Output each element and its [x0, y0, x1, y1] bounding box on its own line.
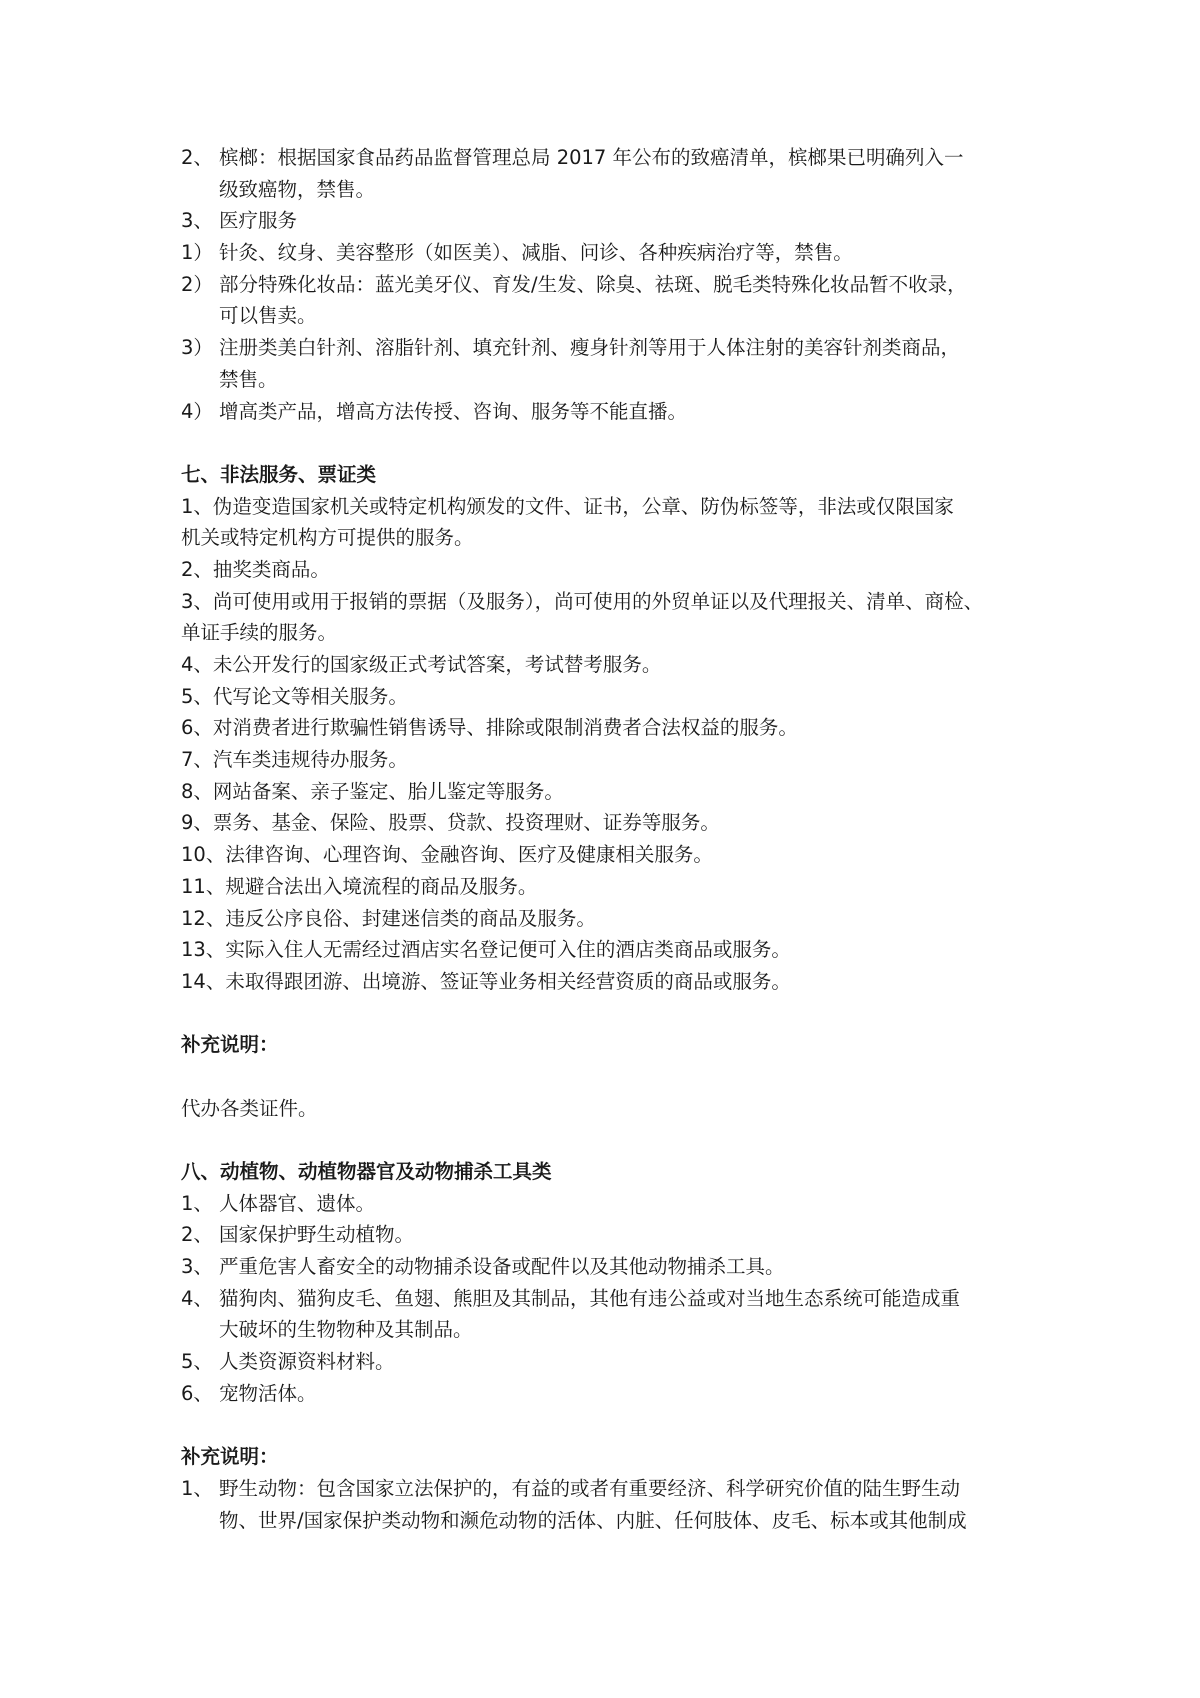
note-text: 代办各类证件。 [181, 1096, 318, 1120]
spacer [181, 1124, 1031, 1156]
item-text: 猫狗肉、猫狗皮毛、鱼翅、熊胆及其制品，其他有违公益或对当地生态系统可能造成重 [219, 1286, 961, 1310]
item-continuation: 机关或特定机构方可提供的服务。 [181, 526, 474, 550]
list-item [181, 396, 1031, 428]
item-text: 增高类产品，增高方法传授、咨询、服务等不能直播。 [219, 399, 688, 423]
item-marker: 2） [181, 272, 213, 296]
item-text: 人体器官、遗体。 [219, 1191, 376, 1215]
list-item [181, 332, 1031, 364]
item-marker: 3） [181, 336, 213, 360]
item-text: 医疗服务 [219, 209, 298, 233]
item-marker: 1） [181, 241, 213, 265]
list-item [181, 269, 1031, 301]
item-marker: 1、 [181, 1476, 213, 1500]
list-item [181, 142, 1031, 174]
item-text: 宠物活体。 [219, 1381, 317, 1405]
item-marker: 3、 [181, 1255, 213, 1279]
item-marker: 5、 [181, 1350, 213, 1374]
item-text: 国家保护野生动植物。 [219, 1223, 415, 1247]
list-item [181, 1188, 1031, 1220]
list-item [181, 1378, 1031, 1410]
list-item [181, 205, 1031, 237]
spacer [181, 1061, 1031, 1093]
item-text: 槟榔：根据国家食品药品监督管理总局 2017 年公布的致癌清单，槟榔果已明确列入一 [219, 146, 964, 169]
item-continuation: 大破坏的生物物种及其制品。 [219, 1318, 473, 1342]
list-item: 3、尚可使用或用于报销的票据（及服务），尚可使用的外贸单证以及代理报关、清单、商检、 [181, 589, 984, 613]
section-heading: 八、动植物、动植物器官及动物捕杀工具类 [181, 1160, 552, 1183]
item-text: 部分特殊化妆品：蓝光美牙仪、育发/生发、除臭、祛斑、脱毛类特殊化妆品暂不收录， [219, 272, 967, 296]
spacer [181, 998, 1031, 1030]
list-item: 4、未公开发行的国家级正式考试答案，考试替考服务。 [181, 653, 662, 676]
list-item [181, 1473, 1031, 1505]
spacer [181, 1410, 1031, 1442]
list-item: 1、伪造变造国家机关或特定机构颁发的文件、证书，公章、防伪标签等，非法或仅限国家 [181, 494, 954, 518]
item-text: 针灸、纹身、美容整形（如医美）、减脂、问诊、各种疾病治疗等，禁售。 [219, 241, 853, 265]
note-heading: 补充说明： [181, 1445, 279, 1469]
list-item: 6、对消费者进行欺骗性销售诱导、排除或限制消费者合法权益的服务。 [181, 716, 798, 740]
item-marker: 4、 [181, 1286, 213, 1310]
item-marker: 2、 [181, 1223, 213, 1247]
item-marker: 4） [181, 399, 213, 423]
item-marker: 1、 [181, 1191, 213, 1215]
item-continuation: 可以售卖。 [219, 304, 317, 328]
item-continuation: 物、世界/国家保护类动物和濒危动物的活体、内脏、任何肢体、皮毛、标本或其他制成 [219, 1508, 967, 1532]
item-marker: 6、 [181, 1381, 213, 1405]
list-item: 14、未取得跟团游、出境游、签证等业务相关经营资质的商品或服务。 [181, 969, 791, 993]
sec6-list [181, 142, 1031, 427]
item-text: 野生动物：包含国家立法保护的，有益的或者有重要经济、科学研究价值的陆生野生动 [219, 1476, 961, 1500]
item-text: 人类资源资料材料。 [219, 1350, 395, 1374]
list-item: 11、规避合法出入境流程的商品及服务。 [181, 874, 538, 898]
list-item: 12、违反公序良俗、封建迷信类的商品及服务。 [181, 906, 596, 930]
list-item: 2、抽奖类商品。 [181, 557, 330, 581]
list-item: 9、票务、基金、保险、股票、贷款、投资理财、证券等服务。 [181, 811, 720, 835]
list-item: 13、实际入住人无需经过酒店实名登记便可入住的酒店类商品或服务。 [181, 938, 791, 962]
list-item [181, 1346, 1031, 1378]
item-continuation: 禁售。 [219, 367, 278, 391]
item-marker: 2、 [181, 146, 213, 169]
item-continuation: 级致癌物，禁售。 [219, 177, 376, 201]
item-text: 注册类美白针剂、溶脂针剂、填充针剂、瘦身针剂等用于人体注射的美容针剂类商品， [219, 336, 961, 360]
list-item [181, 1251, 1031, 1283]
item-continuation: 单证手续的服务。 [181, 621, 338, 645]
list-item: 8、网站备案、亲子鉴定、胎儿鉴定等服务。 [181, 779, 564, 803]
list-item [181, 237, 1031, 269]
spacer [181, 427, 1031, 459]
section-heading: 七、非法服务、票证类 [181, 462, 377, 486]
note-heading: 补充说明： [181, 1033, 279, 1057]
sec7-list [181, 491, 1031, 998]
list-item: 7、汽车类违规待办服务。 [181, 748, 408, 772]
list-item [181, 1219, 1031, 1251]
list-item [181, 1283, 1031, 1315]
document-content [181, 142, 1031, 1536]
list-item: 10、法律咨询、心理咨询、金融咨询、医疗及健康相关服务。 [181, 843, 713, 867]
item-marker: 3、 [181, 209, 213, 233]
list-item: 5、代写论文等相关服务。 [181, 684, 408, 708]
note2-list [181, 1473, 1031, 1536]
sec8-list [181, 1188, 1031, 1410]
item-text: 严重危害人畜安全的动物捕杀设备或配件以及其他动物捕杀工具。 [219, 1255, 785, 1279]
